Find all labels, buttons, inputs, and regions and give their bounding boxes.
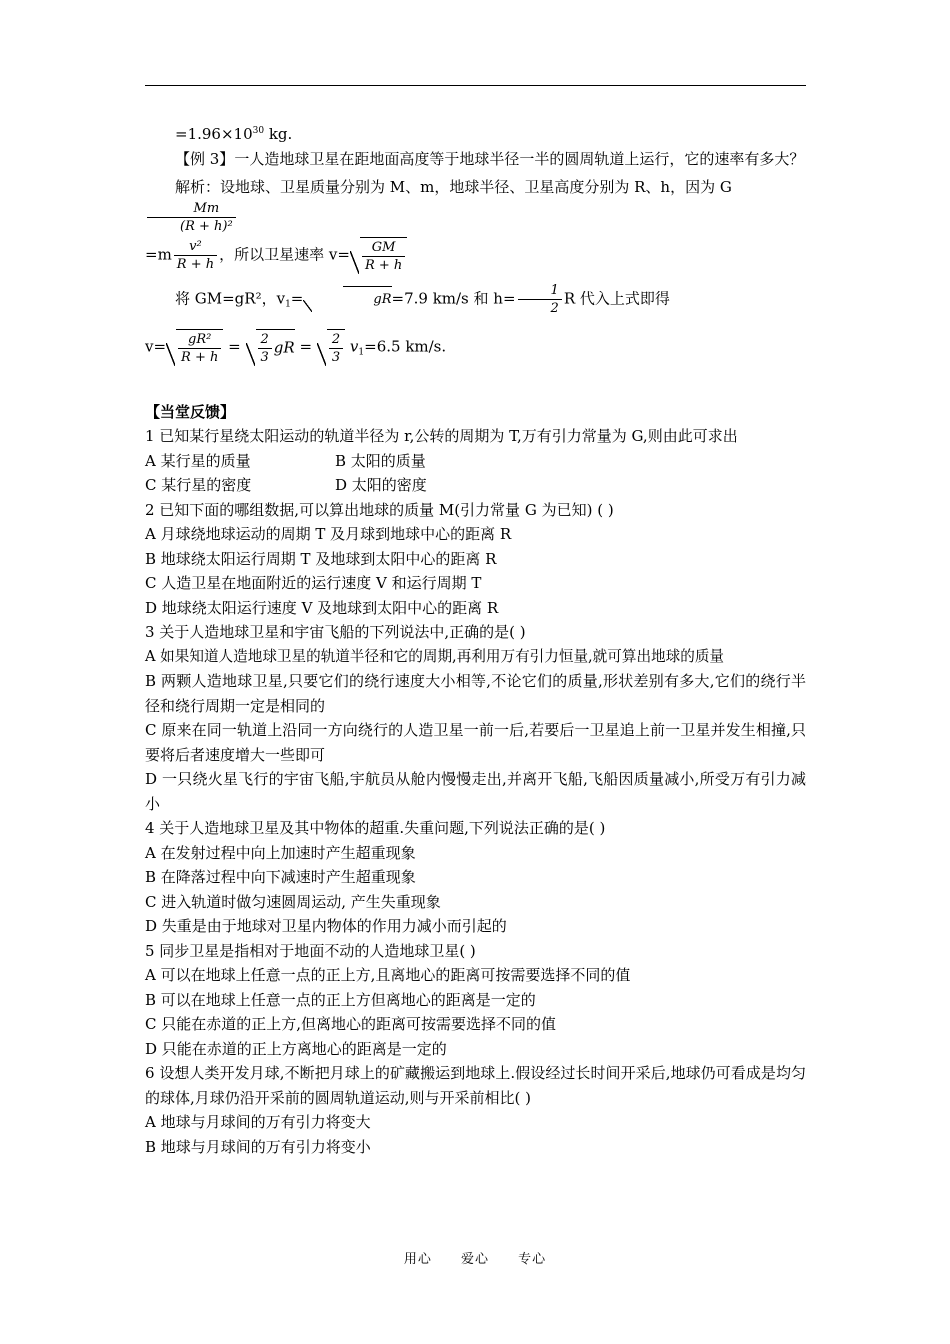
analysis-mid-text: ，所以卫星速率 v= bbox=[219, 245, 350, 263]
q5-option-b: B 可以在地球上任意一点的正上方但离地心的距离是一定的 bbox=[145, 990, 536, 1009]
fraction-gr2 bbox=[178, 331, 221, 366]
fraction-numerator: Mm bbox=[193, 200, 220, 216]
fraction-denominator: 2 bbox=[518, 299, 562, 317]
question-4: 4 关于人造地球卫星及其中物体的超重.失重问题,下列说法正确的是( ) bbox=[145, 819, 606, 837]
q3-option-a: A 如果知道人造地球卫星的轨道半径和它的周期,再利用万有引力恒量,就可算出地球的质量 bbox=[145, 647, 725, 665]
question-1: 1 已知某行星绕太阳运动的轨道半径为 r,公转的周期为 T,万有引力常量为 G,则由此可求出 bbox=[145, 427, 738, 445]
solution-tail-value: =1.96×10 bbox=[175, 125, 253, 143]
fraction-numerator: 2 bbox=[331, 331, 341, 347]
question-1-options-row-2 bbox=[145, 473, 806, 498]
substitution-text: 将 GM=gR²，v bbox=[175, 289, 286, 307]
substitution-end: R 代入上式即得 bbox=[563, 289, 670, 307]
fraction-two-thirds-2 bbox=[329, 331, 343, 366]
fraction-two-thirds bbox=[258, 331, 272, 366]
footer-word-2: 爱心 bbox=[460, 1252, 489, 1267]
question-3: 3 关于人造地球卫星和宇宙飞船的下列说法中,正确的是( ) bbox=[145, 623, 526, 641]
sqrt-gm bbox=[350, 237, 407, 274]
footer-word-1: 用心 bbox=[403, 1252, 432, 1267]
q3-option-c: C 原来在同一轨道上沿同一方向绕行的人造卫星一前一后,若要后一卫星追上前一卫星并发生相撞,只要将后者速度增大一些即可 bbox=[145, 721, 806, 764]
analysis-intro: 解析：设地球、卫星质量分别为 M、m，地球半径、卫星高度分别为 R、h，因为 G bbox=[175, 178, 732, 196]
solution-tail bbox=[145, 122, 806, 147]
option-c: C 某行星的密度 bbox=[145, 476, 252, 494]
exponent: 30 bbox=[252, 126, 265, 136]
question-2: 2 已知下面的哪组数据,可以算出地球的质量 M(引力常量 G 为已知) ( ) bbox=[145, 500, 614, 519]
analysis-line-3 bbox=[145, 282, 806, 317]
example-3 bbox=[145, 147, 806, 172]
equals: = bbox=[299, 337, 313, 355]
q5-option-c: C 只能在赤道的正上方,但离地心的距离可按需要选择不同的值 bbox=[145, 1015, 557, 1033]
q5-option-a: A 可以在地球上任意一点的正上方,且离地心的距离可按需要选择不同的值 bbox=[145, 966, 631, 984]
fraction-numerator: GM bbox=[371, 239, 396, 255]
example-label: 【例 3】 bbox=[175, 149, 235, 168]
fraction-denominator: 3 bbox=[329, 348, 343, 366]
option-d: D 太阳的密度 bbox=[335, 476, 427, 494]
v1-symbol: v bbox=[349, 337, 359, 355]
q2-option-b: B 地球绕太阳运行周期 T 及地球到太阳中心的距离 R bbox=[145, 549, 497, 568]
fraction-numerator: gR² bbox=[188, 331, 212, 347]
fraction-denominator: R + h bbox=[362, 256, 405, 274]
q4-option-b: B 在降落过程中向下减速时产生超重现象 bbox=[145, 868, 416, 886]
subscript: 1 bbox=[358, 347, 365, 357]
q5-option-d: D 只能在赤道的正上方离地心的距离是一定的 bbox=[145, 1039, 447, 1058]
question-1-options-row-1 bbox=[145, 449, 806, 474]
fraction-denominator: R + h bbox=[174, 255, 217, 273]
fraction-half bbox=[518, 282, 562, 317]
option-b: B 太阳的质量 bbox=[335, 451, 426, 470]
sqrt-result-1 bbox=[166, 329, 223, 366]
fraction-gm bbox=[362, 239, 405, 274]
example-text: 一人造地球卫星在距地面高度等于地球半径一半的圆周轨道上运行，它的速率有多大？ bbox=[234, 149, 805, 168]
substitution-value: =7.9 km/s 和 h= bbox=[391, 289, 516, 307]
fraction-denominator: R + h bbox=[178, 348, 221, 366]
result-value: =6.5 km/s. bbox=[364, 337, 447, 355]
q2-option-c: C 人造卫星在地面附近的运行速度 V 和运行周期 T bbox=[145, 574, 482, 592]
fraction-denominator: (R + h)² bbox=[147, 217, 236, 235]
q4-option-c: C 进入轨道时做匀速圆周运动, 产生失重现象 bbox=[145, 892, 441, 911]
equals: = bbox=[228, 337, 241, 355]
feedback-heading: 【当堂反馈】 bbox=[145, 402, 236, 421]
q6-option-a: A 地球与月球间的万有引力将变大 bbox=[145, 1113, 371, 1131]
sqrt-result-3 bbox=[317, 329, 345, 366]
q2-option-a: A 月球绕地球运动的周期 T 及月球到地球中心的距离 R bbox=[145, 525, 512, 543]
page-content bbox=[145, 122, 806, 1159]
fraction-denominator: 3 bbox=[258, 348, 272, 366]
question-6: 6 设想人类开发月球,不断把月球上的矿藏搬运到地球上.假设经过长时间开采后,地球仍可看成是均匀的球体,月球仍沿开采前的圆周轨道运动,则与开采前相比( ) bbox=[145, 1064, 806, 1107]
q4-option-a: A 在发射过程中向上加速时产生超重现象 bbox=[145, 843, 416, 862]
radicand: gR bbox=[343, 286, 391, 313]
q3-option-b: B 两颗人造地球卫星,只要它们的绕行速度大小相等,不论它们的质量,形状差别有多大,它们的绕行半径和绕行周期一定是相同的 bbox=[145, 672, 806, 715]
eq-prefix: =m bbox=[145, 245, 172, 263]
equals: = bbox=[290, 289, 304, 307]
result-v: v= bbox=[145, 337, 167, 355]
analysis-line-4 bbox=[145, 329, 806, 366]
question-5: 5 同步卫星是指相对于地面不动的人造地球卫星( ) bbox=[145, 941, 476, 960]
footer-word-3: 专心 bbox=[518, 1252, 547, 1267]
fraction-numerator: 2 bbox=[260, 331, 269, 347]
gr-term: gR bbox=[273, 338, 295, 356]
fraction-numerator: v² bbox=[189, 238, 202, 254]
fraction-mm bbox=[147, 200, 236, 235]
header-rule bbox=[145, 85, 806, 86]
fraction-v2 bbox=[174, 238, 217, 273]
q3-option-d: D 一只绕火星飞行的宇宙飞船,宇航员从舱内慢慢走出,并离开飞船,飞船因质量减小,所受万有引力减小 bbox=[145, 770, 806, 813]
q2-option-d: D 地球绕太阳运行速度 V 及地球到太阳中心的距离 R bbox=[145, 598, 499, 617]
option-a: A 某行星的质量 bbox=[145, 451, 251, 470]
analysis-line-1 bbox=[145, 175, 806, 235]
fraction-numerator: 1 bbox=[550, 282, 559, 298]
subscript: 1 bbox=[285, 299, 291, 309]
page-footer bbox=[0, 1248, 950, 1267]
q6-option-b: B 地球与月球间的万有引力将变小 bbox=[145, 1137, 371, 1156]
analysis-line-2 bbox=[145, 237, 806, 274]
sqrt-result-2 bbox=[246, 329, 295, 366]
sqrt-gr bbox=[303, 286, 391, 313]
unit: kg. bbox=[264, 125, 293, 143]
q4-option-d: D 失重是由于地球对卫星内物体的作用力减小而引起的 bbox=[145, 917, 507, 935]
